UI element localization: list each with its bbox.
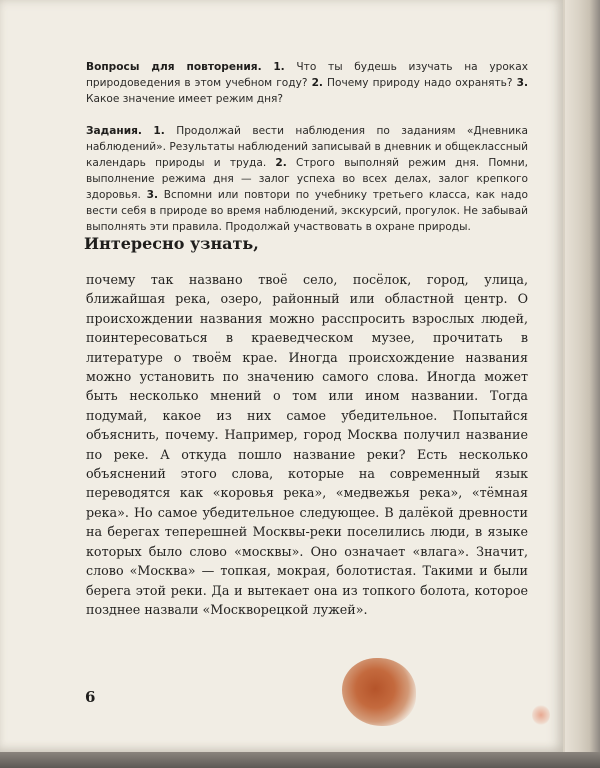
question-2-text: Почему природу надо охранять? bbox=[327, 77, 513, 89]
task-2-number: 2. bbox=[275, 157, 287, 169]
assignments bbox=[86, 123, 528, 235]
section-body-paragraph: почему так названо твоё село, посёлок, город, улица, ближайшая река, озеро, районный или областной центр. О происхождении названия можно расспросить взрослых людей, поинтересоваться в краеведческом музее, прочитать в литературе о твоём крае. Иногда происхождение названия можно установить по значению самого слова. Иногда может быть несколько мнений о том или ином названии. Тогда подумай, какое из них самое убедительное. Попытайся объяснить, почему. Например, город Москва получил название по реке. А откуда пошло название реки? Есть несколько объяснений этого слова, которые на современный язык переводятся как «коровья река», «медвежья река», «тёмная река». Но самое убедительное следующее. В далёкой древности на берегах теперешней Москвы-реки поселились люди, в языке которых было слово «москвы». Оно означает «влага». Значит, слово «Москва» — топкая, мокрая, болотистая. Такими и были берега этой реки. Да и вытекает она из топкого болота, которое позднее назвали «Москворецкой лужей». bbox=[86, 272, 528, 617]
question-3-text: Какое значение имеет режим дня? bbox=[86, 93, 284, 105]
question-1-text: Что ты будешь изучать на уроках природоведения в этом учебном году? bbox=[86, 61, 528, 89]
assignments-title: Задания. bbox=[86, 125, 142, 137]
page-edge-right bbox=[565, 0, 600, 768]
page-edge-bottom bbox=[0, 752, 600, 768]
task-3-number: 3. bbox=[146, 189, 159, 201]
question-2-number: 2. bbox=[311, 77, 323, 89]
question-3-number: 3. bbox=[516, 77, 529, 89]
question-1-number: 1. bbox=[273, 61, 285, 73]
review-questions bbox=[86, 59, 528, 107]
task-2-text: Строго выполняй режим дня. Помни, выполнение режима дня — залог успеха во всех делах, залог крепкого здоровья. bbox=[86, 157, 528, 201]
task-3-text: Вспомни или повтори по учебнику третьего класса, как надо вести себя в природе во время наблюдений, экскурсий, прогулок. Не забывай выполнять эти правила. Продолжай участвовать в охране природы. bbox=[86, 189, 528, 233]
page-number: 6 bbox=[85, 688, 96, 706]
stain-mark-small bbox=[532, 705, 550, 725]
section-heading: Интересно узнать, bbox=[84, 234, 259, 253]
task-1-text: Продолжай вести наблюдения по заданиям «Дневника наблюдений». Результаты наблюдений записывай в дневник и общеклассный календарь природы и труда. bbox=[86, 125, 528, 169]
task-1-number: 1. bbox=[153, 125, 165, 137]
review-questions-title: Вопросы для повторения. bbox=[86, 61, 262, 73]
stain-mark bbox=[342, 658, 416, 726]
